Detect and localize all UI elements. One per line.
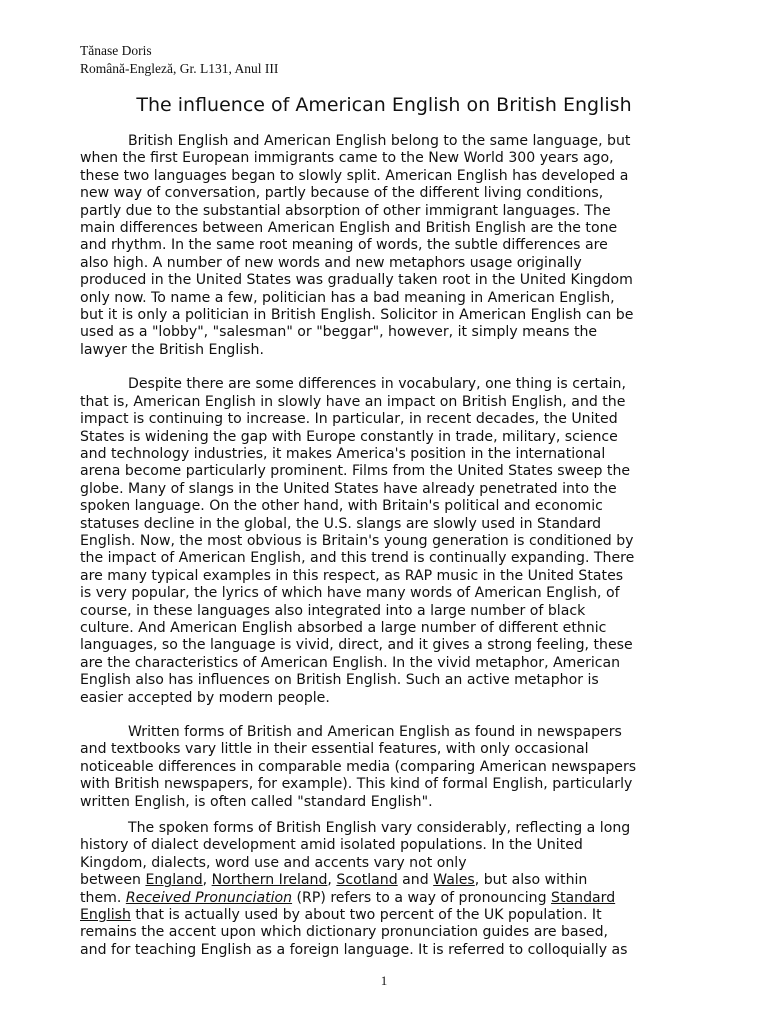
text-line: globe. Many of slangs in the United States have already penetrated into the <box>80 480 617 497</box>
course-info: Română-Engleză, Gr. L131, Anul III <box>80 61 279 76</box>
text-line: is very popular, the lyrics of which have many words of American English, of <box>80 585 620 602</box>
text-line: and for teaching English as a foreign language. It is referred to colloquially as <box>80 941 628 958</box>
text-fragment: , but also within <box>474 872 588 889</box>
text-line: Kingdom, dialects, word use and accents vary not only <box>80 854 467 871</box>
text-line: remains the accent upon which dictionary pronunciation guides are based, <box>80 924 609 941</box>
link-received-pronunciation[interactable]: Received Pronunciation <box>125 889 293 906</box>
document-title: The influence of American English on British English <box>136 94 632 116</box>
text-line: English. Now, the most obvious is Britain's young generation is conditioned by <box>80 532 634 549</box>
text-line: also high. A number of new words and new metaphors usage originally <box>80 254 582 271</box>
text-line: and rhythm. In the same root meaning of words, the subtle differences are <box>80 237 608 254</box>
link-scotland[interactable]: Scotland <box>336 872 398 889</box>
document-body <box>80 133 692 959</box>
text-fragment: , <box>202 872 212 889</box>
text-line: and technology industries, it makes America's position in the international <box>80 445 606 462</box>
link-standard-english-part1[interactable]: Standard <box>551 889 616 906</box>
text-line: and textbooks vary little in their essential features, with only occasional <box>80 741 589 758</box>
text-line: lawyer the British English. <box>80 341 264 358</box>
text-line: with British newspapers, for example). This kind of formal English, particularly <box>80 776 633 793</box>
text-line: are the characteristics of American English. In the vivid metaphor, American <box>80 654 621 671</box>
text-line: impact is continuing to increase. In particular, in recent decades, the United <box>80 411 618 428</box>
text-line: languages, so the language is vivid, direct, and it gives a strong feeling, these <box>80 637 633 654</box>
text-line: partly due to the substantial absorption of other immigrant languages. The <box>80 202 611 219</box>
text-line: that is, American English in slowly have an impact on British English, and the <box>80 393 626 410</box>
link-northern-ireland[interactable]: Northern Ireland <box>211 872 328 889</box>
text-line: noticeable differences in comparable media (comparing American newspapers <box>80 758 637 775</box>
link-standard-english-part2[interactable]: English <box>80 907 131 924</box>
page-number: 1 <box>380 973 388 988</box>
text-line: statuses decline in the global, the U.S. slangs are slowly used in Standard <box>80 515 602 532</box>
paragraph-2 <box>80 376 692 707</box>
text-line: new way of conversation, partly because of the different living conditions, <box>80 185 604 202</box>
text-line: spoken language. On the other hand, with Britain's political and economic <box>80 498 603 515</box>
link-england[interactable]: England <box>145 872 203 889</box>
text-line: these two languages began to slowly split. American English has developed a <box>80 167 629 184</box>
text-line: main differences between American English and British English are the tone <box>80 220 618 237</box>
text-line <box>80 907 692 924</box>
text-line: Written forms of British and American English as found in newspapers <box>128 724 622 740</box>
text-line: are many typical examples in this respect, as RAP music in the United States <box>80 567 624 584</box>
author-name: Tănase Doris <box>80 43 152 58</box>
paragraph-3 <box>80 724 692 811</box>
paragraph-4 <box>80 820 692 959</box>
text-fragment: , <box>327 872 337 889</box>
text-fragment: between <box>80 872 146 889</box>
text-line: written English, is often called "standard English". <box>80 793 433 810</box>
text-line: States is widening the gap with Europe constantly in trade, military, science <box>80 428 618 445</box>
paragraph-1 <box>80 133 692 359</box>
text-line: culture. And American English absorbed a large number of different ethnic <box>80 619 607 636</box>
text-line: easier accepted by modern people. <box>80 689 330 706</box>
text-line: only now. To name a few, politician has a bad meaning in American English, <box>80 289 615 306</box>
text-line: used as a "lobby", "salesman" or "beggar", however, it simply means the <box>80 324 598 341</box>
text-line: arena become particularly prominent. Films from the United States sweep the <box>80 463 631 480</box>
text-line: when the first European immigrants came to the New World 300 years ago, <box>80 150 614 167</box>
text-line: British English and American English belong to the same language, but <box>128 133 631 149</box>
text-line: English also has influences on British English. Such an active metaphor is <box>80 672 599 689</box>
text-fragment: them. <box>80 889 126 906</box>
document-header <box>80 42 278 78</box>
text-fragment: and <box>397 872 434 889</box>
text-line: course, in these languages also integrated into a large number of black <box>80 602 586 619</box>
text-fragment: (RP) refers to a way of pronouncing <box>292 889 552 906</box>
text-line <box>80 872 692 889</box>
link-wales[interactable]: Wales <box>433 872 475 889</box>
text-fragment: that is actually used by about two percent of the UK population. It <box>130 907 602 924</box>
text-line: history of dialect development amid isolated populations. In the United <box>80 837 583 854</box>
text-line: Despite there are some differences in vocabulary, one thing is certain, <box>128 376 626 393</box>
text-line <box>80 890 692 907</box>
text-line: the impact of American English, and this trend is continually expanding. There <box>80 550 635 567</box>
text-line: but it is only a politician in British English. Solicitor in American English can be <box>80 307 634 324</box>
text-line: The spoken forms of British English vary considerably, reflecting a long <box>128 820 631 837</box>
text-line: produced in the United States was gradually taken root in the United Kingdom <box>80 272 633 289</box>
